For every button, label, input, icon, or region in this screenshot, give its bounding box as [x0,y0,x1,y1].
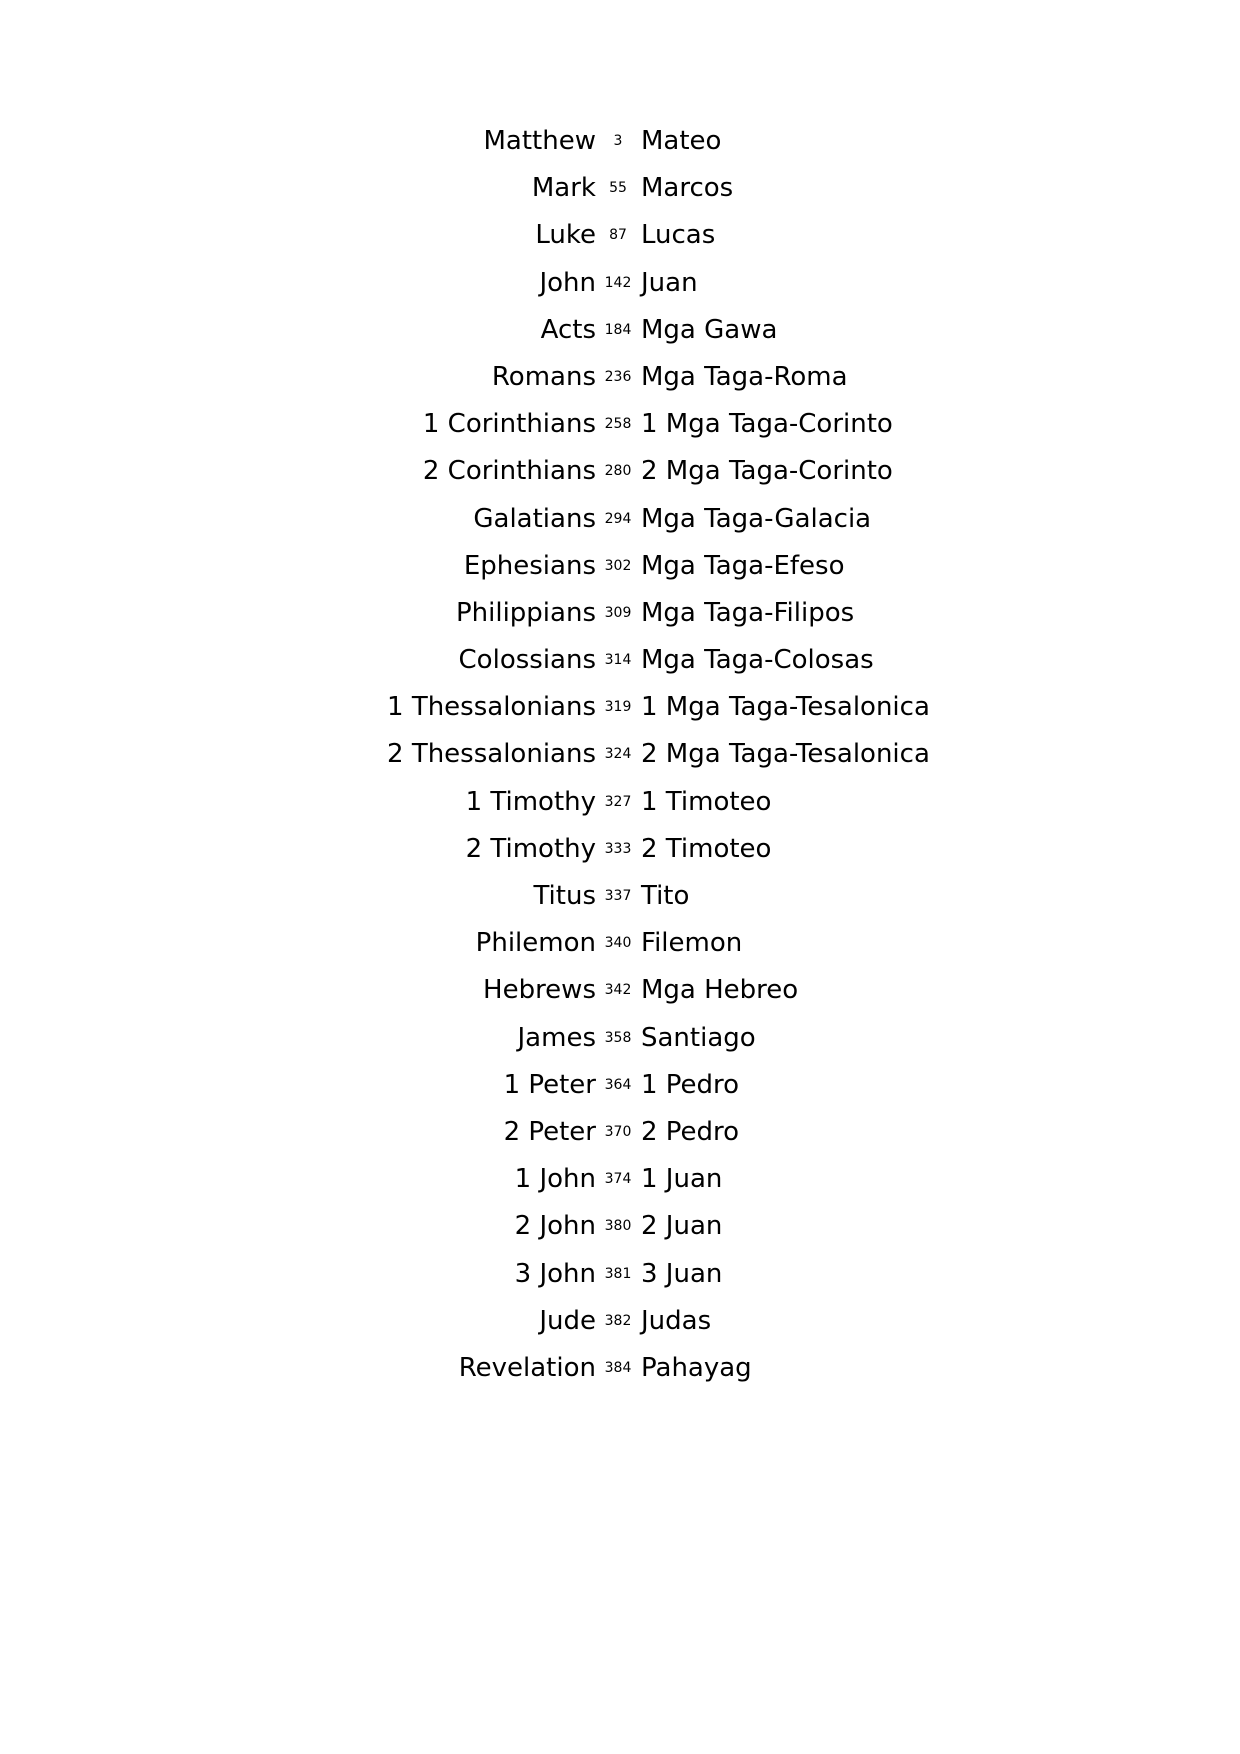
page-number: 55 [609,180,627,197]
page-number: 319 [604,699,632,716]
page-number: 337 [604,888,632,904]
toc-row [0,448,1240,495]
page-number: 381 [604,1265,632,1282]
book-name-tagalog: Mga Taga-Roma [641,361,848,392]
book-name-english: 3 John [514,1258,596,1289]
book-name-english: Philippians [455,597,596,628]
book-name-english: Mark [531,173,596,204]
book-name-tagalog: Mga Taga-Efeso [641,550,845,581]
book-name-tagalog: Juan [641,267,698,298]
table-of-contents [0,118,1240,1392]
page-number: 370 [604,1123,632,1140]
page-number: 258 [604,416,632,433]
book-name-tagalog: 2 Mga Taga-Tesalonica [641,739,930,770]
book-name-english: Colossians [458,645,596,676]
page-number: 309 [604,604,632,621]
toc-row [0,1251,1240,1298]
page-number: 324 [604,746,632,763]
book-name-tagalog: 3 Juan [641,1258,723,1289]
toc-row [0,1156,1240,1203]
book-name-tagalog: 2 Juan [641,1211,723,1242]
page-number: 380 [604,1218,632,1235]
page-number: 302 [604,557,632,574]
book-name-english: James [517,1022,596,1053]
book-name-english: Luke [535,220,596,251]
book-name-english: Titus [533,881,596,911]
toc-row [0,212,1240,259]
page-number: 236 [604,368,632,385]
book-name-tagalog: Mga Taga-Galacia [641,503,872,534]
book-name-tagalog: 1 Mga Taga-Corinto [641,409,893,440]
toc-row [0,165,1240,212]
page-number: 142 [604,274,632,291]
toc-row [0,401,1240,448]
book-name-tagalog: Mga Taga-Colosas [641,645,874,676]
book-name-tagalog: 2 Mga Taga-Corinto [641,456,893,487]
book-name-tagalog: Lucas [641,220,716,251]
book-name-english: Philemon [475,928,596,959]
page-number: 340 [604,935,632,952]
book-name-tagalog: Mga Gawa [641,314,778,345]
book-name-tagalog: 2 Timoteo [641,833,772,864]
book-name-tagalog: Marcos [641,173,734,204]
page-number: 314 [604,652,632,669]
book-name-english: 1 Timothy [465,786,596,817]
toc-row [0,684,1240,731]
toc-row [0,920,1240,967]
book-name-tagalog: Mateo [641,126,722,156]
page-number: 184 [604,321,632,338]
book-name-english: 1 Corinthians [422,409,596,440]
toc-row [0,1062,1240,1109]
book-name-tagalog: Filemon [641,928,743,959]
book-name-tagalog: 2 Pedro [641,1116,740,1147]
book-name-english: 2 John [514,1211,596,1242]
toc-row [0,354,1240,401]
toc-row [0,118,1240,165]
toc-row [0,873,1240,920]
book-name-english: 2 Timothy [465,833,596,864]
book-name-tagalog: Mga Taga-Filipos [641,597,855,628]
book-name-english: Galatians [473,503,596,534]
book-name-tagalog: Judas [641,1305,712,1336]
book-name-english: Hebrews [483,975,596,1006]
toc-row [0,307,1240,354]
book-name-english: John [539,267,596,298]
book-name-tagalog: Mga Hebreo [641,975,799,1006]
toc-row [0,1298,1240,1345]
page-number: 364 [604,1076,632,1093]
book-name-english: Revelation [458,1352,596,1383]
book-name-english: 2 Corinthians [422,456,596,487]
page-number: 3 [613,133,623,149]
toc-row [0,967,1240,1014]
book-name-english: Romans [491,361,596,392]
toc-row [0,543,1240,590]
book-name-tagalog: 1 Mga Taga-Tesalonica [641,692,930,723]
book-name-english: 2 Peter [503,1116,596,1147]
book-name-tagalog: 1 Juan [641,1164,723,1195]
page-number: 342 [604,982,632,999]
toc-row [0,826,1240,873]
book-name-tagalog: 1 Pedro [641,1069,740,1100]
toc-row [0,1109,1240,1156]
toc-row [0,590,1240,637]
book-name-english: Matthew [483,126,596,156]
toc-row [0,260,1240,307]
toc-row [0,496,1240,543]
book-name-tagalog: Pahayag [641,1352,752,1383]
page-number: 280 [604,463,632,480]
toc-row [0,1203,1240,1250]
book-name-english: Jude [539,1305,596,1336]
book-name-english: 2 Thessalonians [387,739,596,770]
book-name-tagalog: 1 Timoteo [641,786,772,817]
toc-row [0,731,1240,778]
page-number: 294 [604,510,632,527]
toc-row [0,637,1240,684]
page-number: 384 [604,1359,632,1376]
page-number: 382 [604,1312,632,1329]
page-number: 374 [604,1171,632,1188]
toc-row [0,1345,1240,1392]
page-number: 327 [604,793,632,810]
book-name-english: Acts [540,314,596,345]
page-number: 87 [609,227,627,244]
book-name-tagalog: Tito [641,881,690,911]
toc-row [0,1015,1240,1062]
page-number: 333 [604,840,632,857]
book-name-english: 1 John [514,1164,596,1195]
book-name-english: Ephesians [463,550,596,581]
book-name-english: 1 Thessalonians [387,692,596,723]
page-number: 358 [604,1029,632,1046]
book-name-english: 1 Peter [503,1069,596,1100]
toc-row [0,779,1240,826]
book-name-tagalog: Santiago [641,1022,756,1053]
